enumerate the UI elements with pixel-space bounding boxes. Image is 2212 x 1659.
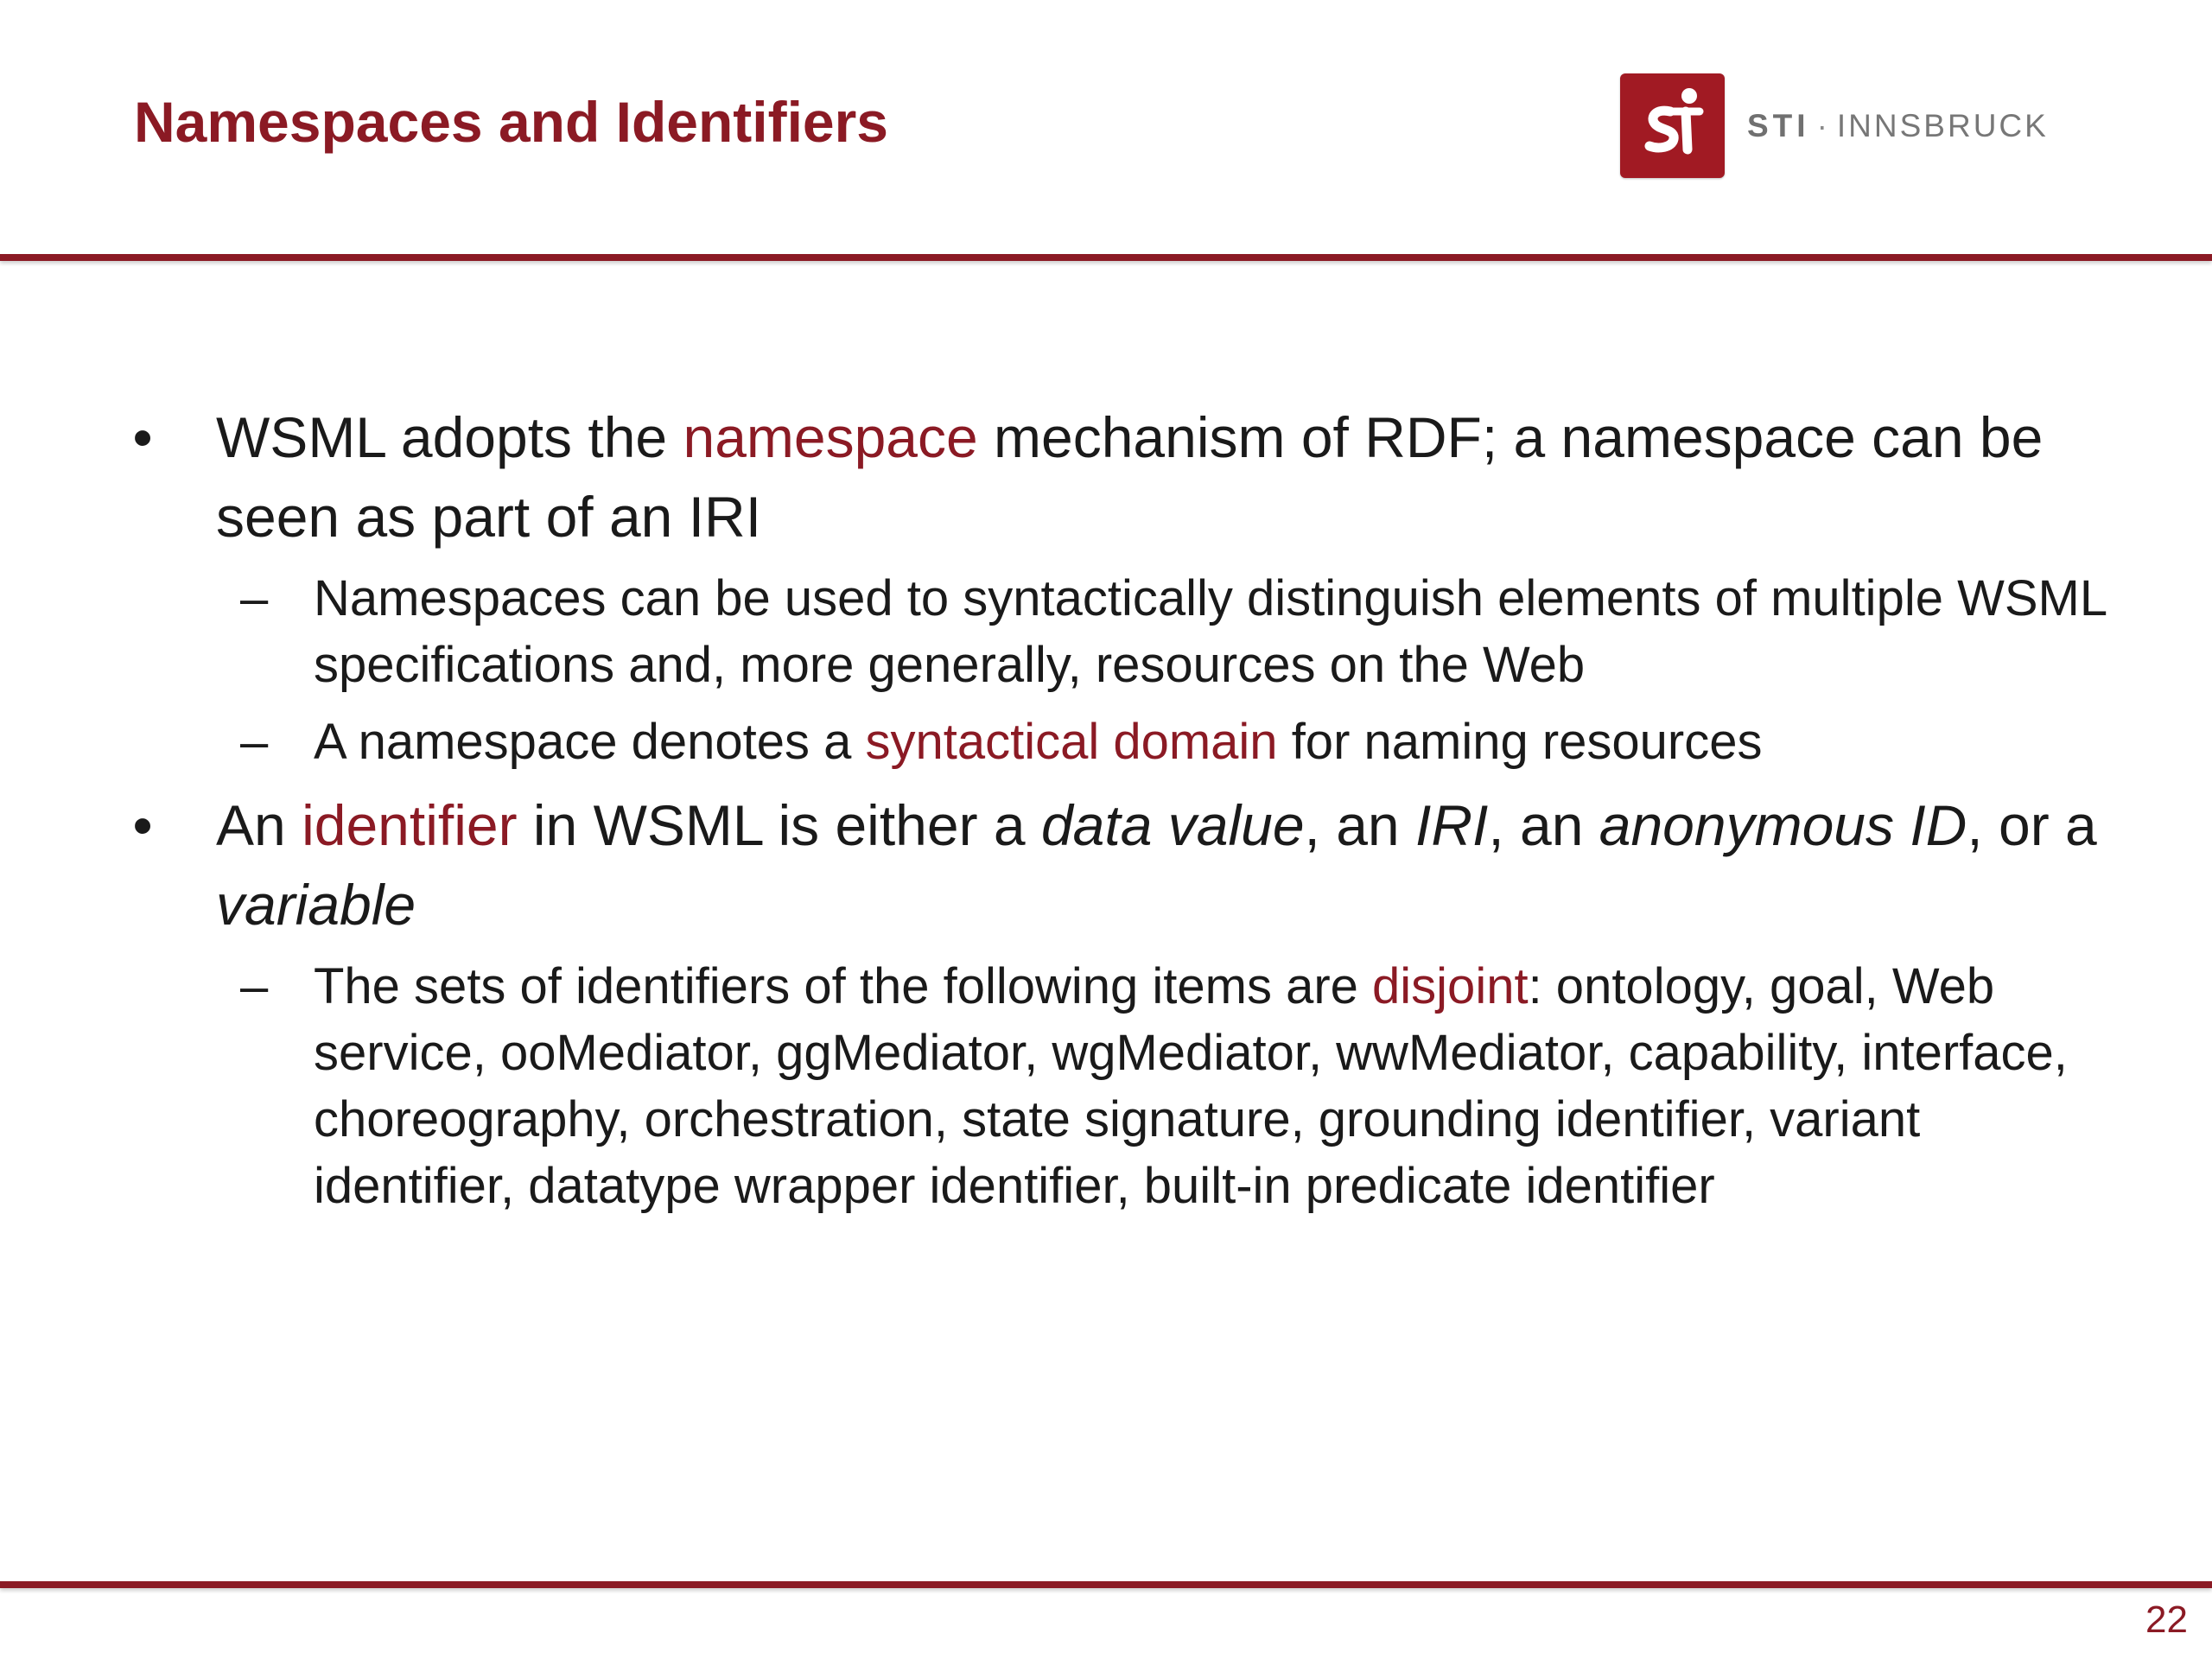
- sub-bullet-marker: –: [240, 958, 269, 1014]
- sub-bullet-text: for naming resources: [1277, 714, 1763, 770]
- footer-divider: [0, 1581, 2212, 1588]
- highlight-term: syntactical domain: [865, 714, 1278, 770]
- bullet-text: , or a: [1967, 793, 2097, 857]
- sub-bullet-namespaces-usage: [130, 565, 2108, 698]
- bullet-marker: •: [132, 405, 153, 469]
- bullet-text: , an: [1304, 793, 1415, 857]
- header-divider: [0, 254, 2212, 261]
- bullet-namespace: [130, 397, 2108, 556]
- bullet-text: mechanism of RDF; a namespace can be seen as part of an IRI: [216, 405, 2044, 549]
- page-number: 22: [2145, 1599, 2188, 1641]
- sub-bullet-text: A namespace denotes a: [314, 714, 866, 770]
- sub-bullet-text: Namespaces can be used to syntactically distinguish elements of multiple WSML specifications and, more generally, resources on the Web: [314, 570, 2106, 693]
- logo-separator: ·: [1816, 107, 1830, 143]
- sti-logo-icon: [1620, 73, 1725, 178]
- logo-brand: STI: [1747, 107, 1810, 143]
- italic-term: IRI: [1414, 793, 1489, 857]
- sti-innsbruck-logo: [1620, 73, 2049, 178]
- bullet-identifier: [130, 785, 2108, 944]
- italic-term: data value: [1040, 793, 1305, 857]
- highlight-term: disjoint: [1372, 958, 1529, 1014]
- sub-bullet-syntactical-domain: [130, 709, 2108, 775]
- bullet-text: An: [216, 793, 302, 857]
- highlight-term: namespace: [683, 405, 978, 469]
- sub-bullet-disjoint-sets: [130, 953, 2108, 1219]
- slide-title: Namespaces and Identifiers: [134, 90, 889, 154]
- italic-term: variable: [216, 873, 416, 937]
- bullet-text: , an: [1488, 793, 1599, 857]
- bullet-text: in WSML is either a: [517, 793, 1041, 857]
- sub-bullet-marker: –: [240, 714, 269, 770]
- highlight-term: identifier: [302, 793, 518, 857]
- sub-bullet-text: : ontology, goal, Web service, ooMediator, ggMediator, wgMediator, wwMediator, capability, interface, choreography, orchestration, state signature, grounding identifier, variant identifier, datatype wrapper identifier, built-in predicate identifier: [314, 958, 2068, 1214]
- sub-bullet-text: The sets of identifiers of the following items are: [314, 958, 1373, 1014]
- sub-bullet-marker: –: [240, 570, 269, 626]
- slide-body: [130, 397, 2108, 1230]
- bullet-marker: •: [132, 793, 153, 857]
- logo-wordmark: [1747, 108, 2049, 144]
- italic-term: anonymous ID: [1599, 793, 1967, 857]
- logo-location: INNSBRUCK: [1836, 107, 2049, 143]
- bullet-text: WSML adopts the: [216, 405, 683, 469]
